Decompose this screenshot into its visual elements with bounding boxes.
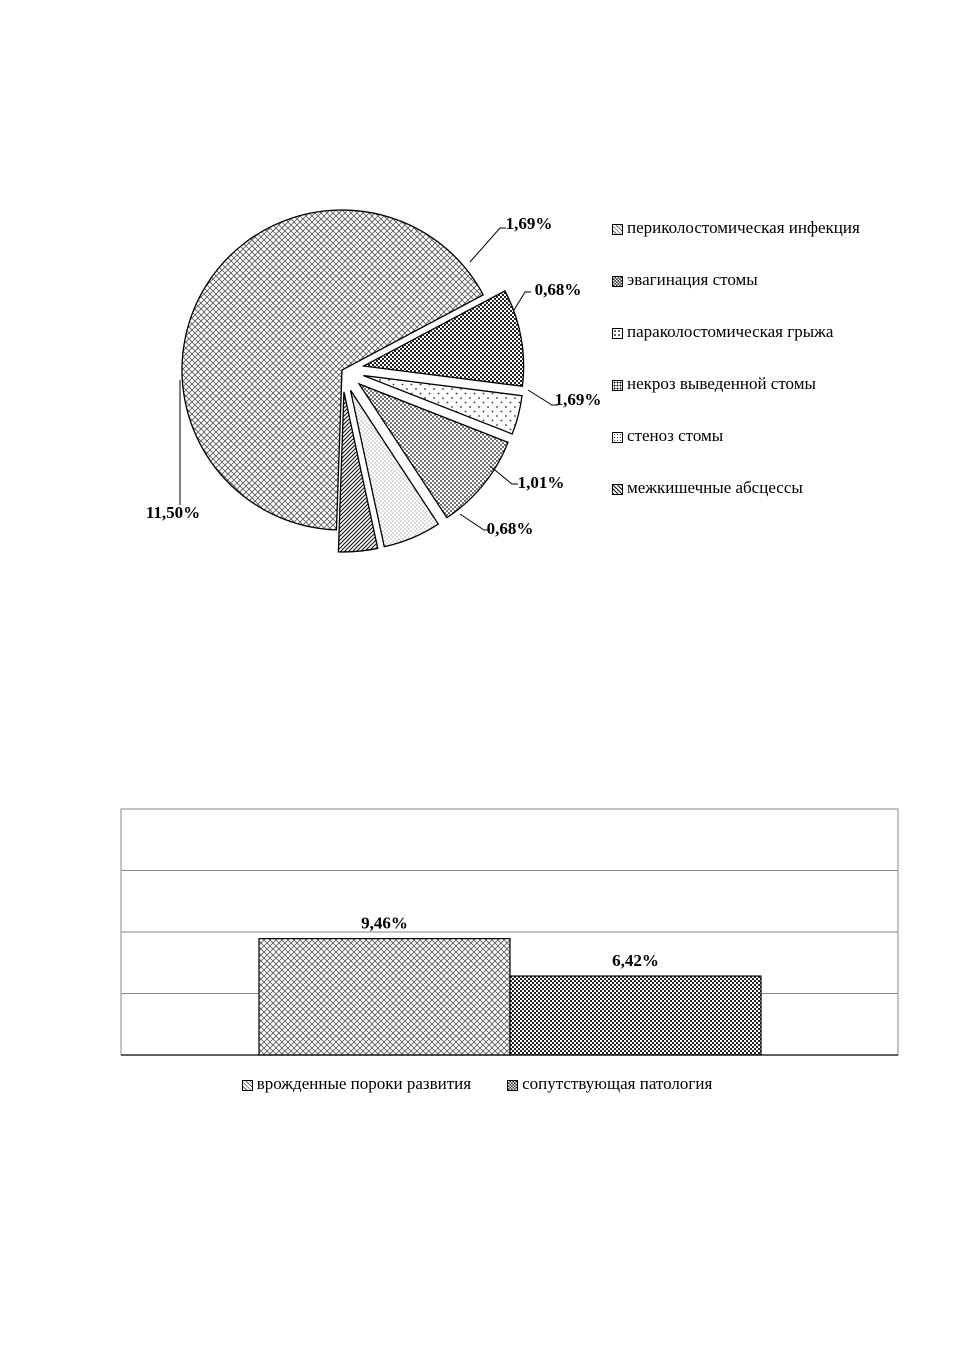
pie-legend-item [612, 322, 942, 374]
pie-legend-label: параколостомическая грыжа [627, 322, 834, 341]
pie-legend-item [612, 270, 942, 322]
pie-legend-label: периколостомическая инфекция [627, 218, 860, 237]
pie-legend-item [612, 426, 942, 478]
pie-legend-item [612, 478, 942, 530]
pie-data-label: 0,68% [486, 519, 534, 538]
pie-legend-item [612, 218, 942, 270]
pie-legend-label: межкишечные абсцессы [627, 478, 803, 497]
pie-legend-item [612, 374, 942, 426]
pie-data-label: 1,01% [517, 473, 565, 492]
bar-chart [0, 790, 954, 1120]
pie-data-label: 1,69% [554, 390, 602, 409]
pie-slices [182, 210, 524, 552]
legend-swatch-icon [612, 432, 623, 443]
pie-leader-line [528, 390, 558, 405]
legend-swatch-icon [612, 484, 623, 495]
pie-leader-line [514, 292, 531, 310]
pie-data-label: 1,69% [505, 214, 553, 233]
bar-legend-item [507, 1074, 712, 1094]
pie-legend [612, 218, 942, 530]
bar-legend-label: врожденные пороки развития [256, 1074, 472, 1093]
bar [510, 976, 761, 1055]
pie-leader-line [470, 228, 506, 262]
bar-legend-label: сопутствующая патология [522, 1074, 713, 1093]
bar [259, 939, 510, 1055]
legend-swatch-icon [242, 1080, 253, 1091]
bar-legend [0, 1074, 954, 1094]
legend-swatch-icon [507, 1080, 518, 1091]
legend-swatch-icon [612, 328, 623, 339]
pie-data-label: 11,50% [145, 503, 201, 522]
pie-legend-label: некроз выведенной стомы [627, 374, 816, 393]
bar-data-label: 9,46% [361, 913, 408, 933]
bar-legend-item [242, 1074, 471, 1094]
bar-data-label: 6,42% [612, 951, 659, 971]
pie-legend-label: стеноз стомы [627, 426, 724, 445]
legend-swatch-icon [612, 380, 623, 391]
pie-legend-label: эвагинация стомы [627, 270, 758, 289]
pie-leader-line [460, 514, 490, 530]
legend-swatch-icon [612, 276, 623, 287]
pie-data-label: 0,68% [534, 280, 582, 299]
bar-bars [259, 939, 761, 1055]
legend-swatch-icon [612, 224, 623, 235]
